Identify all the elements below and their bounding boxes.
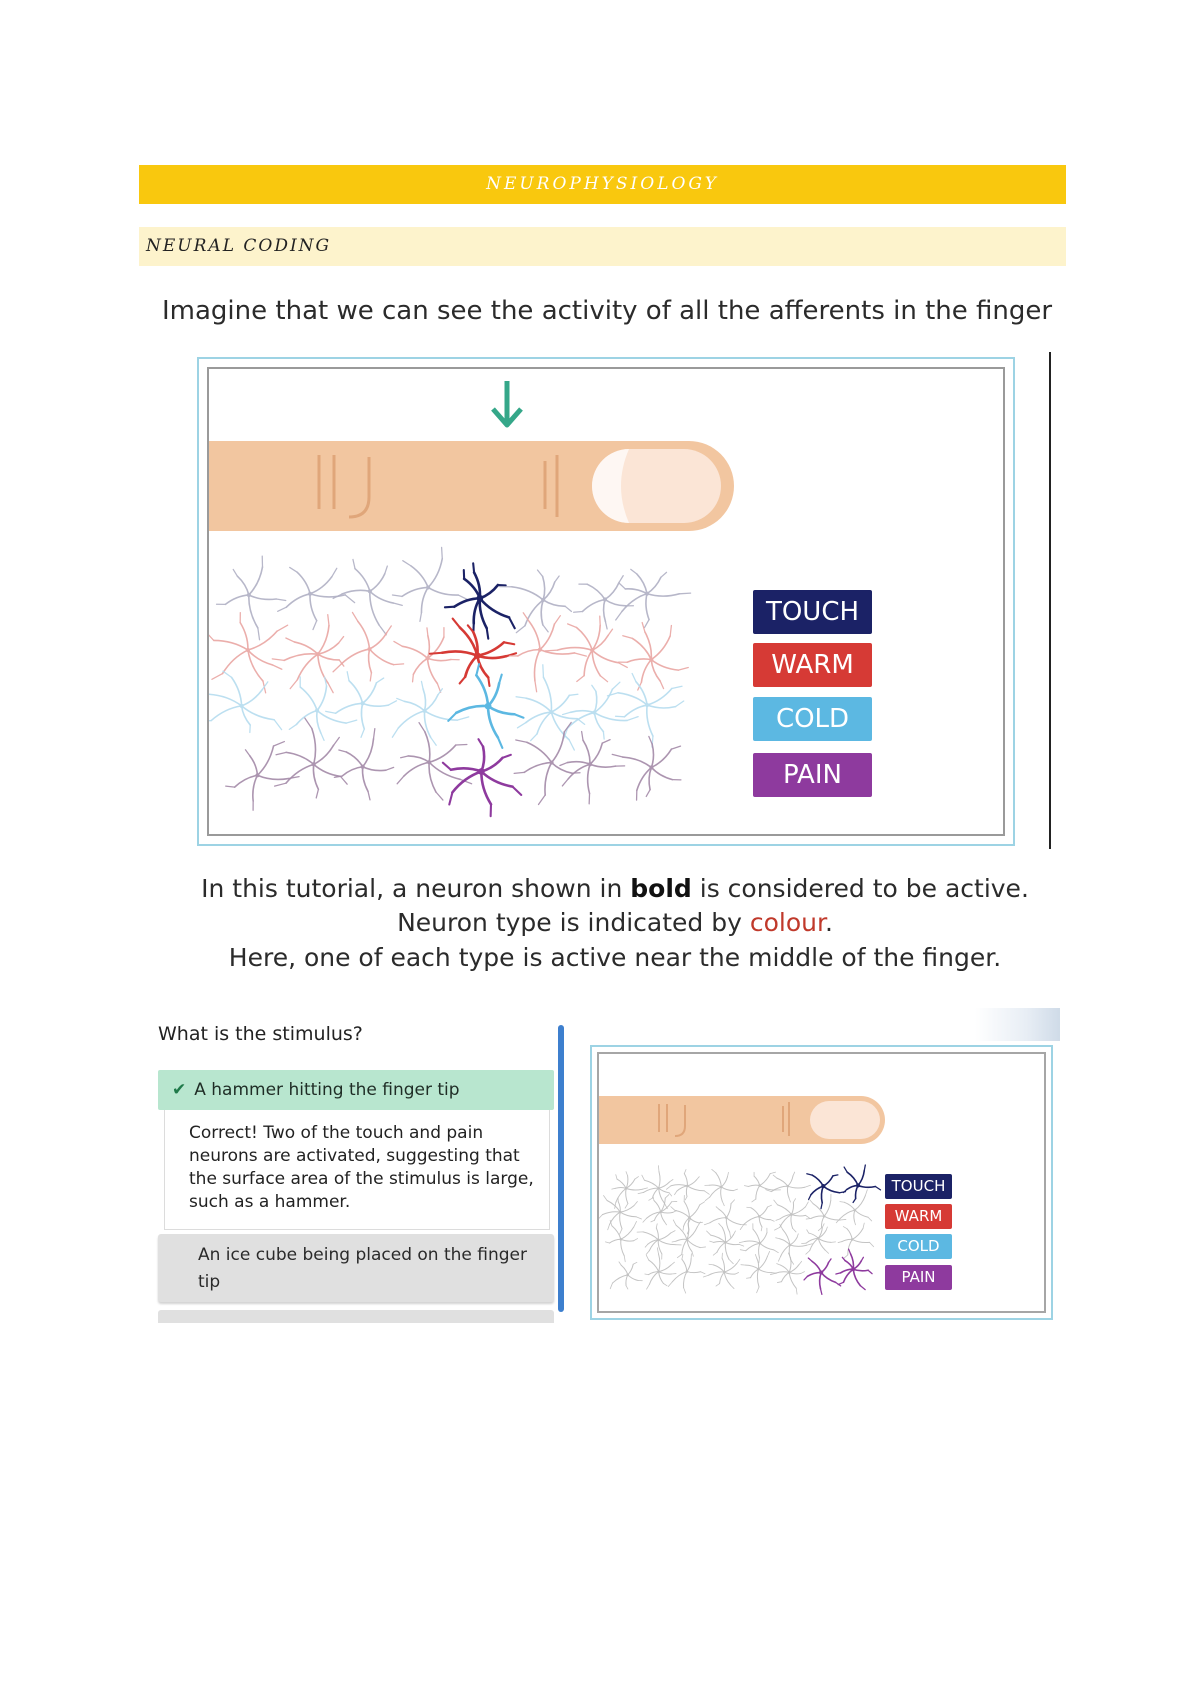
answer-option-correct[interactable] xyxy=(158,1070,554,1110)
touch-neuron xyxy=(666,1169,709,1199)
decorative-corner xyxy=(975,1008,1060,1041)
touch-neuron xyxy=(217,556,286,640)
caption-line-1 xyxy=(150,874,1080,903)
finger-icon xyxy=(209,441,734,531)
touch-neuron xyxy=(574,576,634,629)
caption-line-2 xyxy=(150,908,1080,937)
neuron-field xyxy=(599,1165,880,1294)
pain-neuron xyxy=(703,1253,740,1288)
legend-pain: PAIN xyxy=(885,1265,952,1290)
legend-cold: COLD xyxy=(885,1234,952,1259)
pain-neuron xyxy=(612,736,681,800)
legend-warm: WARM xyxy=(885,1204,952,1229)
finger-icon xyxy=(599,1096,885,1144)
pain-neuron xyxy=(514,722,580,804)
cold-neuron xyxy=(607,674,683,748)
legend-pain: PAIN xyxy=(753,753,872,797)
quiz-scrollbar[interactable] xyxy=(558,1025,564,1312)
warm-neuron xyxy=(619,623,689,691)
touch-neuron xyxy=(705,1169,738,1205)
section-title: NEUROPHYSIOLOGY xyxy=(486,174,719,194)
touch-neuron xyxy=(612,1172,648,1209)
cold-neuron xyxy=(516,665,585,750)
touch-neuron xyxy=(616,569,691,627)
touch-neuron xyxy=(333,559,402,634)
caption-text: is considered to be active. xyxy=(691,874,1029,903)
neuron-field xyxy=(209,547,691,816)
caption-bold: bold xyxy=(630,874,692,903)
touch-neuron-active xyxy=(445,563,515,638)
cold-neuron xyxy=(326,672,397,738)
caption-text: Neuron type is indicated by xyxy=(397,908,750,937)
pain-neuron-active xyxy=(836,1249,872,1290)
warm-neuron xyxy=(510,613,587,692)
figure-frame xyxy=(207,367,1005,836)
warm-neuron xyxy=(272,615,344,693)
finger-afferents-figure xyxy=(197,357,1015,846)
down-arrow-icon xyxy=(493,381,521,425)
touch-neuron xyxy=(766,1172,811,1202)
cold-neuron xyxy=(672,1219,706,1258)
caption-colour-word: colour xyxy=(749,908,825,937)
subsection-banner xyxy=(139,227,1066,266)
cold-neuron xyxy=(802,1224,836,1255)
warm-neuron xyxy=(643,1195,677,1225)
caption-line-3: Here, one of each type is active near the middle of the finger. xyxy=(228,943,1002,972)
pain-neuron-active xyxy=(804,1258,841,1294)
warm-neuron xyxy=(806,1194,846,1230)
warm-neuron xyxy=(774,1199,810,1232)
quiz-panel xyxy=(148,1008,558,1323)
warm-neuron xyxy=(599,1196,642,1235)
pain-neuron xyxy=(397,723,472,800)
legend-warm: WARM xyxy=(753,643,872,687)
figure-frame xyxy=(597,1052,1046,1313)
touch-neuron xyxy=(500,570,571,633)
answer-option[interactable]: An ice cube being placed on the finger tip xyxy=(158,1234,554,1302)
finger-illustration-small xyxy=(599,1054,1048,1315)
answer-label: A hammer hitting the finger tip xyxy=(194,1080,460,1100)
legend-touch: TOUCH xyxy=(753,590,872,634)
touch-neuron xyxy=(392,547,468,621)
legend-touch: TOUCH xyxy=(885,1174,952,1199)
check-icon: ✔ xyxy=(172,1080,187,1100)
warm-neuron xyxy=(740,1205,774,1231)
divider-line xyxy=(1049,352,1051,849)
legend-cold: COLD xyxy=(753,697,872,741)
cold-neuron xyxy=(209,671,282,732)
pain-neuron xyxy=(560,732,625,804)
warm-neuron xyxy=(394,628,459,693)
pain-neuron xyxy=(275,718,348,798)
cold-neuron xyxy=(289,677,356,740)
subsection-title: NEURAL CODING xyxy=(146,236,332,256)
pain-neuron xyxy=(334,729,393,800)
cold-neuron xyxy=(707,1223,744,1263)
touch-neuron xyxy=(278,567,355,629)
caption-text: . xyxy=(824,908,833,937)
cold-neuron xyxy=(739,1224,778,1263)
cold-neuron xyxy=(563,682,639,739)
warm-neuron xyxy=(545,616,627,682)
answer-feedback: Correct! Two of the touch and pain neurons are activated, suggesting that the surface area of the stimulus is large, such as a hammer. xyxy=(164,1110,550,1230)
pain-neuron xyxy=(770,1253,804,1294)
quiz-question: What is the stimulus? xyxy=(158,1023,363,1045)
warm-neuron xyxy=(333,612,404,681)
pain-neuron xyxy=(610,1262,642,1289)
hammer-response-figure xyxy=(590,1045,1053,1320)
pain-neuron xyxy=(741,1251,777,1292)
warm-neuron xyxy=(209,613,288,693)
intro-text: Imagine that we can see the activity of all the afferents in the finger xyxy=(162,296,1053,326)
touch-neuron-active xyxy=(843,1165,880,1202)
answer-option-partial[interactable] xyxy=(158,1310,554,1323)
section-banner xyxy=(139,165,1066,204)
finger-illustration xyxy=(209,369,1007,838)
warm-neuron xyxy=(704,1200,746,1237)
caption-text: In this tutorial, a neuron shown in xyxy=(201,874,631,903)
cold-neuron xyxy=(838,1223,874,1258)
